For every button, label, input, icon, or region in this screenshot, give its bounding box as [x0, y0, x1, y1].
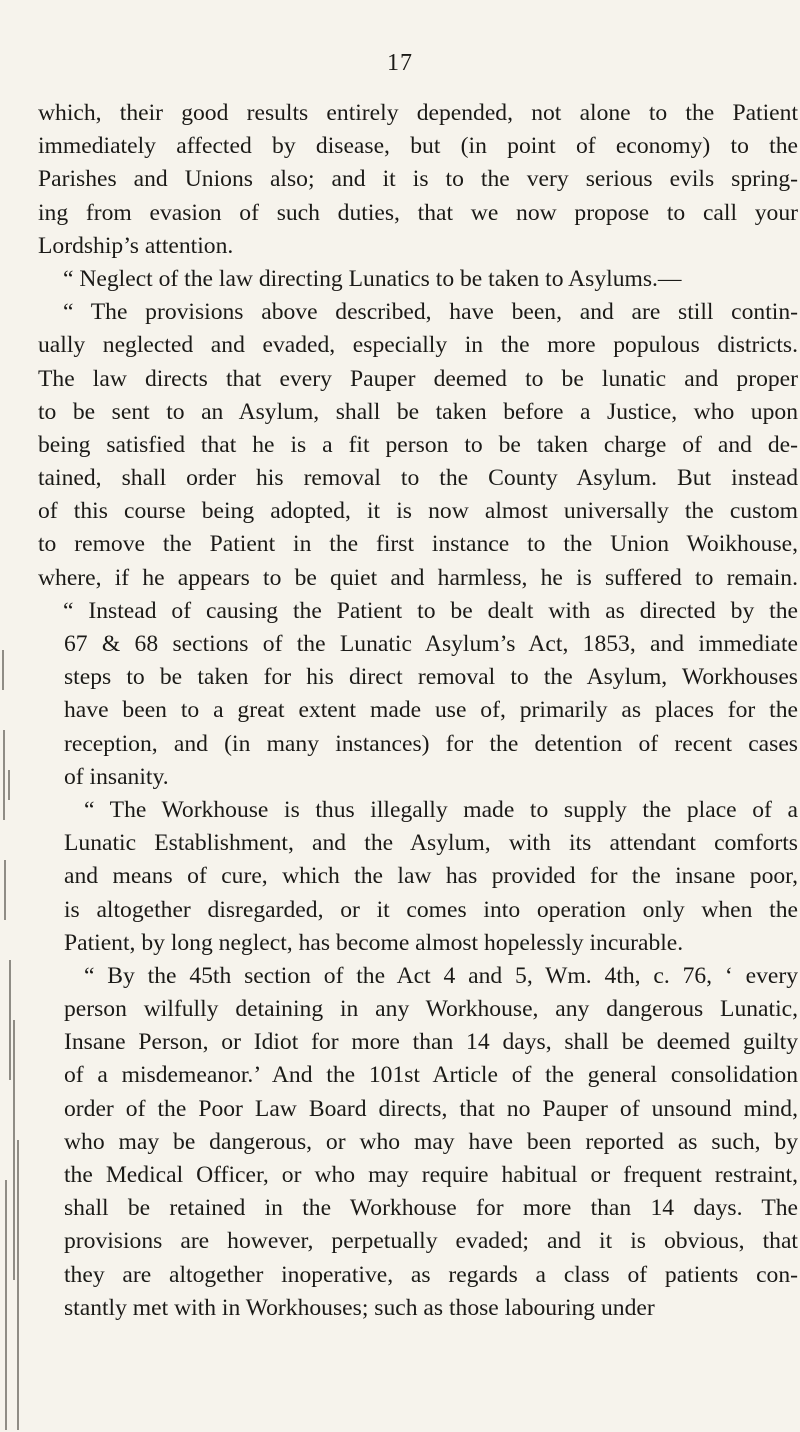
- binding-mark: [17, 1140, 19, 1430]
- text-line: to remove the Patient in the first instance to the Union Woikhouse,: [38, 531, 798, 558]
- text-line: have been to a great extent made use of, primarily as places for the: [64, 697, 798, 724]
- page-number: 17: [387, 50, 413, 76]
- text-line: “ Instead of causing the Patient to be dealt with as directed by the: [63, 597, 798, 624]
- text-line: Insane Person, or Idiot for more than 14 days, shall be deemed guilty: [64, 1029, 798, 1056]
- text-line: tained, shall order his removal to the County Asylum. But instead: [38, 465, 798, 492]
- text-line: reception, and (in many instances) for the detention of recent cases: [64, 730, 798, 757]
- text-line: “ The Workhouse is thus illegally made to supply the place of a: [84, 796, 798, 823]
- text-line: which, their good results entirely depended, not alone to the Patient: [38, 100, 798, 126]
- text-line: “ The provisions above described, have been, and are still contin-: [63, 299, 798, 326]
- text-line: of insanity.: [64, 763, 169, 790]
- text-line: being satisfied that he is a fit person to be taken charge of and de-: [38, 431, 798, 458]
- binding-mark: [5, 1180, 7, 1430]
- text-line: of a misdemeanor.’ And the 101st Article of the general consolidation: [64, 1062, 798, 1089]
- section-heading: “ Neglect of the law directing Lunatics to be taken to Asylums.—: [63, 265, 682, 292]
- text-line: Patient, by long neglect, has become almost hopelessly incurable.: [64, 929, 684, 956]
- text-line: ually neglected and evaded, especially in the more populous districts.: [38, 332, 798, 359]
- text-line: person wilfully detaining in any Workhouse, any dangerous Lunatic,: [64, 996, 798, 1023]
- text-line: the Medical Officer, or who may require habitual or frequent restraint,: [64, 1162, 798, 1188]
- text-line: and means of cure, which the law has provided for the insane poor,: [64, 863, 798, 890]
- text-line: they are altogether inoperative, as regards a class of patients con-: [64, 1261, 798, 1288]
- text-line: Lordship’s attention.: [38, 232, 234, 259]
- text-line: Lunatic Establishment, and the Asylum, with its attendant comforts: [64, 830, 798, 857]
- binding-mark: [8, 770, 10, 800]
- binding-mark: [9, 960, 11, 1080]
- text-line: is altogether disregarded, or it comes into operation only when the: [64, 896, 798, 923]
- text-line: shall be retained in the Workhouse for more than 14 days. The: [64, 1195, 798, 1222]
- text-line: of this course being adopted, it is now almost universally the custom: [38, 498, 798, 525]
- text-line: where, if he appears to be quiet and harmless, he is suffered to remain.: [38, 564, 798, 591]
- text-line: ing from evasion of such duties, that we now propose to call your: [38, 199, 798, 226]
- text-line: 67 & 68 sections of the Lunatic Asylum’s Act, 1853, and immediate: [64, 631, 798, 657]
- binding-mark: [2, 650, 4, 690]
- text-line: who may be dangerous, or who may have been reported as such, by: [64, 1128, 798, 1155]
- text-line: Parishes and Unions also; and it is to the very serious evils spring-: [38, 166, 798, 193]
- text-line: to be sent to an Asylum, shall be taken before a Justice, who upon: [38, 398, 798, 425]
- binding-mark: [13, 1020, 15, 1280]
- binding-mark: [3, 730, 5, 820]
- text-line: immediately affected by disease, but (in point of economy) to the: [38, 133, 798, 160]
- text-line: “ By the 45th section of the Act 4 and 5, Wm. 4th, c. 76, ‘ every: [84, 962, 798, 989]
- text-line: provisions are however, perpetually evaded; and it is obvious, that: [64, 1228, 798, 1255]
- text-line: steps to be taken for his direct removal to the Asylum, Workhouses: [64, 664, 798, 691]
- binding-mark: [4, 860, 6, 920]
- body-text: [38, 97, 798, 1325]
- text-line: The law directs that every Pauper deemed to be lunatic and proper: [38, 365, 798, 392]
- binding-shadow: [0, 580, 20, 1432]
- text-line: order of the Poor Law Board directs, that no Pauper of unsound mind,: [64, 1095, 798, 1122]
- text-line: stantly met with in Workhouses; such as those labouring under: [64, 1294, 655, 1321]
